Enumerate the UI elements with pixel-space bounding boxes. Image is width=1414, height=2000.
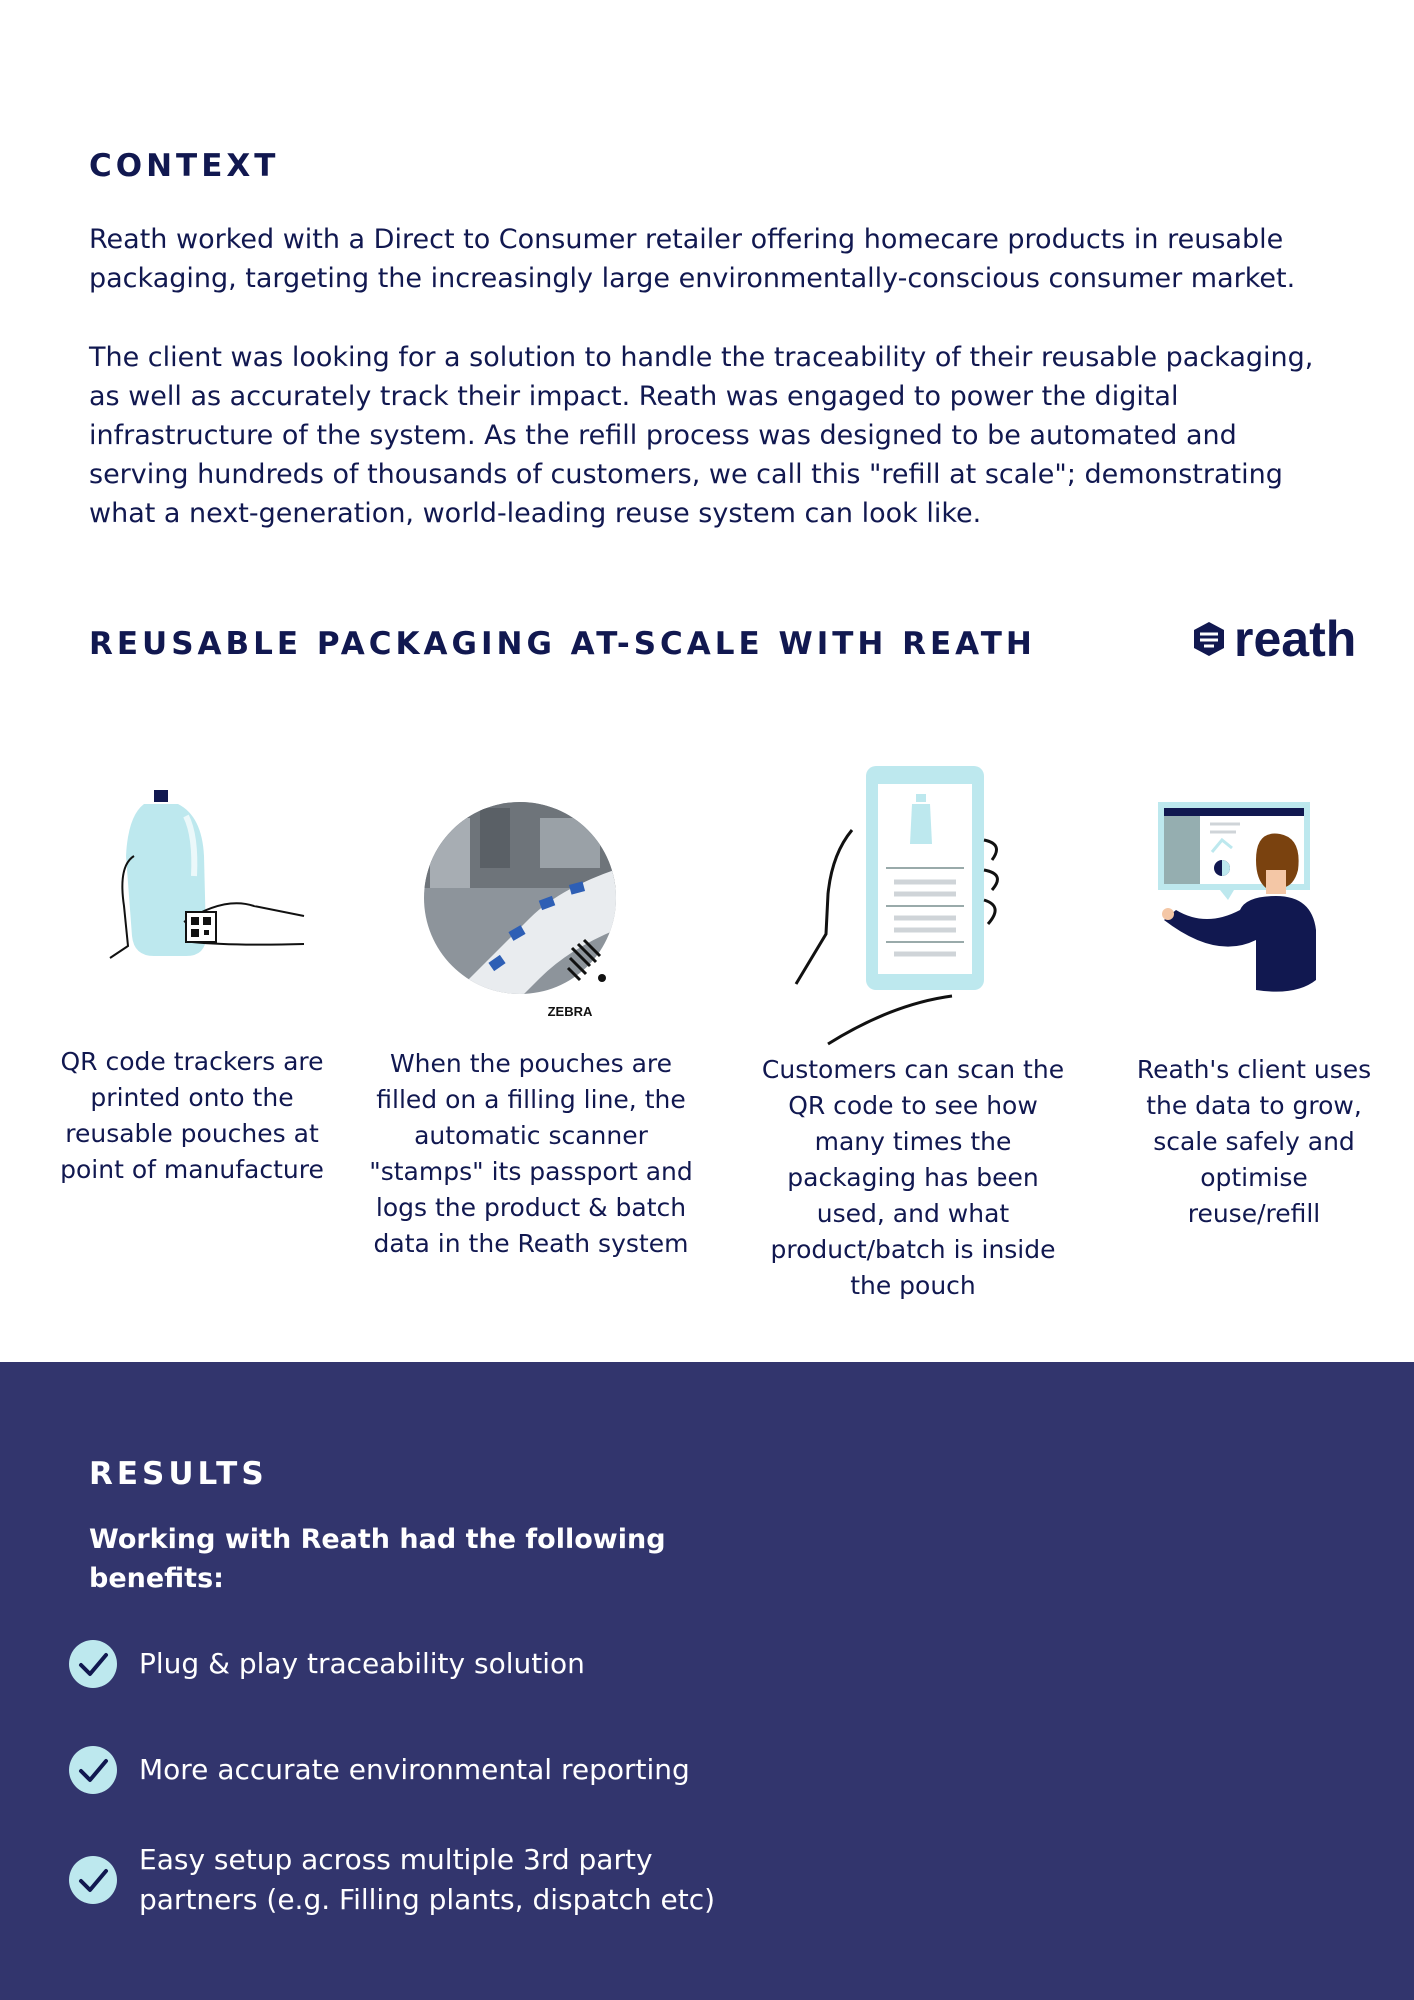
results-subheading: Working with Reath had the following benefits: (89, 1524, 666, 1594)
check-icon (69, 1856, 117, 1904)
reath-logo (1192, 611, 1357, 667)
benefit-item-2 (69, 1746, 759, 1794)
phone-scan-icon (792, 764, 1012, 1046)
benefit-item-1 (69, 1640, 759, 1688)
section-heading: REUSABLE PACKAGING AT-SCALE WITH REATH (89, 626, 1036, 662)
check-icon (69, 1746, 117, 1794)
benefit-text: Plug & play traceability solution (139, 1647, 585, 1680)
reath-logo-text: reath (1234, 611, 1357, 667)
dashboard-user-icon (1156, 800, 1320, 996)
results-section (0, 1362, 1414, 2000)
step-4-caption: Reath's client uses the data to grow, scale safely and optimise reuse/refill (1136, 1055, 1372, 1228)
benefit-item-3 (69, 1840, 759, 1920)
filling-line-photo (420, 798, 620, 1020)
context-paragraph-2: The client was looking for a solution to handle the traceability of their reusable packaging, as well as accurately track their impact. Reath was engaged to power the digital infrastructure of the system. As the refill process was designed to be automated and serving hundreds of thousands of customers, we call this "refill at scale"; demonstrating what a next-generation, world-leading reuse system can look like. (89, 342, 1314, 529)
step-3-caption: Customers can scan the QR code to see how many times the packaging has been used, and what product/batch is inside the pouch (761, 1055, 1065, 1300)
benefit-text: More accurate environmental reporting (139, 1753, 690, 1786)
context-paragraph-1: Reath worked with a Direct to Consumer retailer offering homecare products in reusable packaging, targeting the increasingly large environmentally-conscious consumer market. (89, 224, 1296, 294)
context-heading: CONTEXT (89, 148, 280, 184)
bottle-qr-hand-icon (104, 786, 314, 976)
reath-logo-icon (1192, 621, 1226, 657)
step-2-caption: When the pouches are filled on a filling line, the automatic scanner "stamps" its passport and logs the product & batch data in the Reath system (369, 1049, 693, 1258)
step-1-caption: QR code trackers are printed onto the reusable pouches at point of manufacture (60, 1047, 324, 1184)
results-heading: RESULTS (89, 1456, 268, 1492)
benefit-text: Easy setup across multiple 3rd party partners (e.g. Filling plants, dispatch etc) (139, 1843, 716, 1916)
zebra-badge: ZEBRA (547, 1004, 593, 1019)
check-icon (69, 1640, 117, 1688)
